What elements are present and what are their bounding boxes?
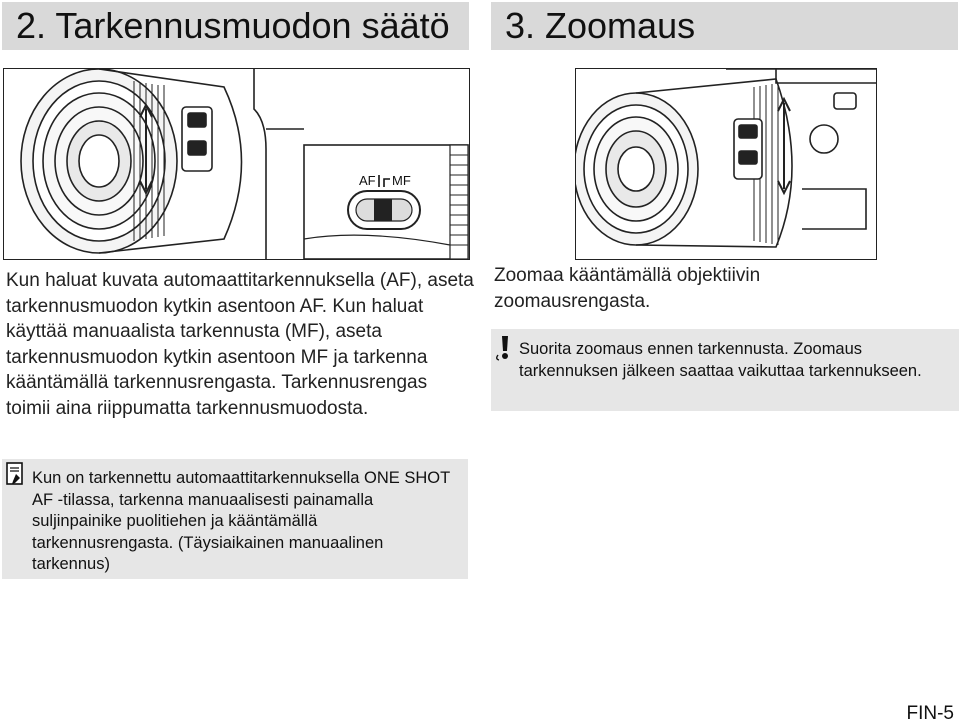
lens-focus-illustration: [3, 68, 470, 260]
memo-icon: [6, 462, 24, 486]
focus-mode-paragraph: Kun haluat kuvata automaattitarkennuksella (AF), aseta tarkennusmuodon kytkin asentoon AF. Kun haluat käyttää manuaalista tarkennusta (MF), aseta tarkennusmuodon kytkin asentoon MF ja tarkenna kääntämällä tarkennusrengasta. Tarkennusrengas toimii aina riippumatta tarkennusmuodosta.: [6, 270, 474, 419]
exclamation-icon: [495, 335, 515, 361]
lens-drawing: [576, 69, 876, 259]
section-title: 2. Tarkennusmuodon säätö: [16, 5, 450, 46]
note-box: [2, 459, 468, 579]
page-number: FIN-5: [906, 703, 954, 724]
mf-label: MF: [392, 173, 411, 188]
af-label: AF: [359, 173, 376, 188]
lens-drawing: [4, 69, 469, 259]
lens-zoom-illustration: [575, 68, 877, 260]
note-text: Kun on tarkennettu automaattitarkennuksella ONE SHOT AF -tilassa, tarkenna manuaalisesti painamalla suljinpainike puolitiehen ja kääntämällä tarkennusrengasta. (Täysiaikainen manuaalinen tarkennus): [32, 469, 450, 573]
caution-box: [491, 329, 959, 411]
section-heading-zoom: [491, 2, 958, 50]
caution-text: Suorita zoomaus ennen tarkennusta. Zoomaus tarkennuksen jälkeen saattaa vaikuttaa tarkennukseen.: [519, 340, 922, 380]
section-heading-focus-mode: [2, 2, 469, 50]
zoom-paragraph: Zoomaa kääntämällä objektiivin zoomausrengasta.: [494, 265, 761, 312]
section-title: 3. Zoomaus: [505, 5, 696, 46]
